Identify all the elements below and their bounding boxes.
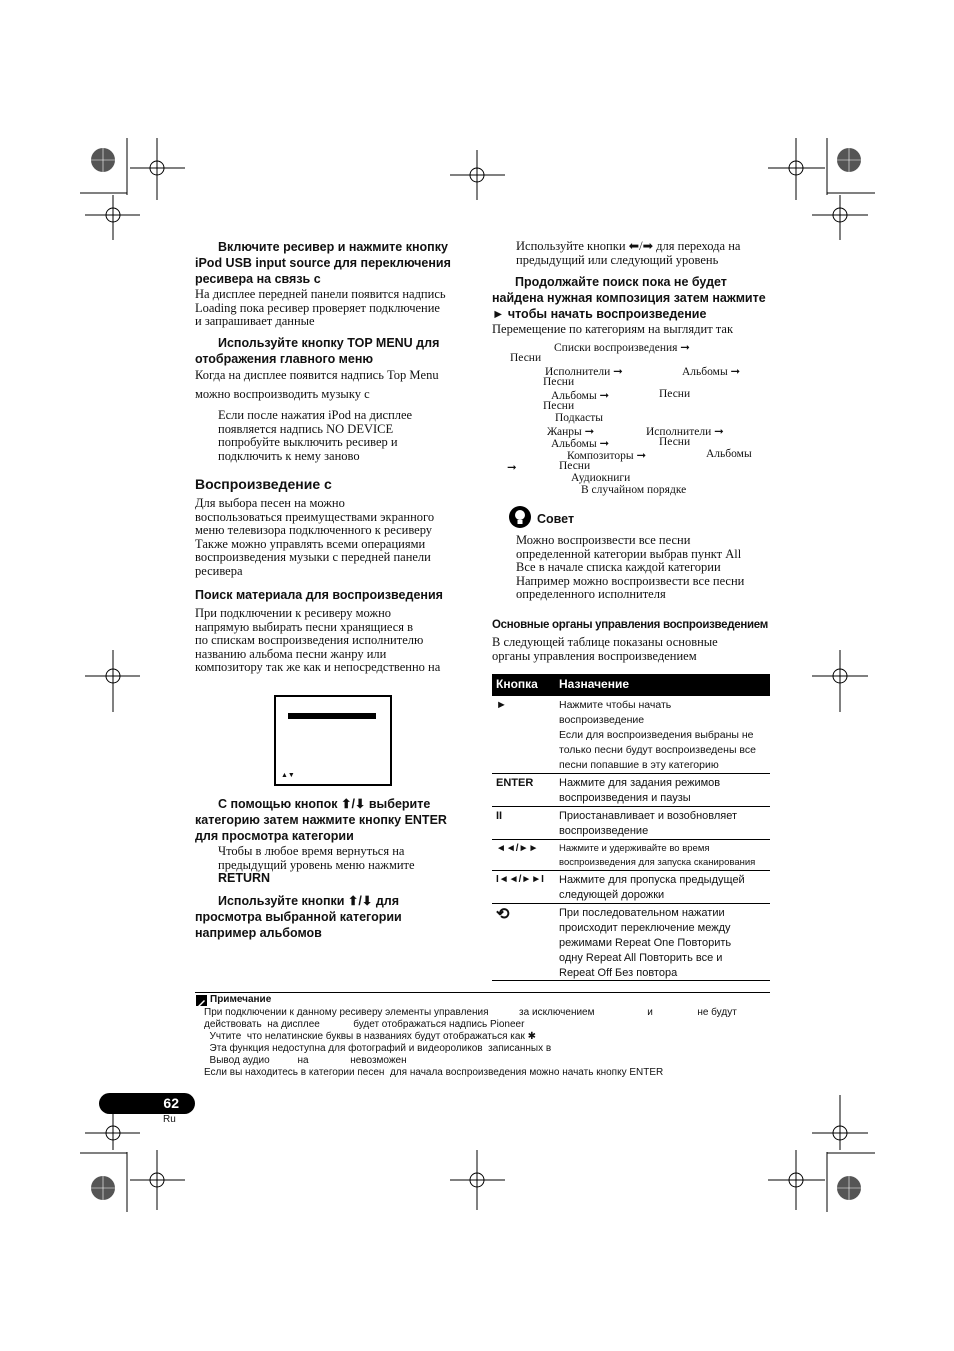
text-line: Если вы находитесь в категории песен для начала воспроизведения можно начать кнопку ENTER (204, 1067, 664, 1078)
paragraph-playback (195, 497, 475, 579)
text-line: Если после нажатия iPod на дисплее (218, 408, 413, 422)
row-description (559, 698, 769, 773)
menu-highlight-bar (288, 713, 376, 719)
text-line: Также можно управлять всеми операциями (195, 536, 426, 551)
paragraph-loading (195, 288, 475, 329)
text-line: Используйте кнопки ⬅/➡ для перехода на (516, 239, 741, 253)
category-item: Исполнители ➞ (646, 426, 724, 438)
category-item: Жанры ➞ (547, 426, 595, 438)
footnote-title: Примечание (210, 994, 272, 1005)
text-line: Когда на дисплее появится надпись Top Menu (195, 368, 439, 382)
text-line: композитору так же как и непосредственно на (195, 660, 441, 675)
text-line: Эта функция недоступна для фотографий и видеороликов записанных в (204, 1043, 552, 1054)
table-row (492, 807, 770, 840)
category-item: Песни (659, 388, 691, 400)
step1-line: Включите ресивер и нажмите кнопку (218, 240, 448, 254)
text-line: названию альбома песни жанру или (195, 646, 387, 661)
step2-line: Используйте кнопку TOP MENU для (218, 336, 440, 350)
category-item: Альбомы (706, 448, 752, 460)
text-line: следующей дорожки (559, 889, 665, 901)
table-row (492, 696, 770, 774)
column-header-button: Кнопка (496, 677, 538, 691)
text-line: предыдущий или следующий уровень (516, 252, 719, 267)
step3-line: для просмотра категории (195, 829, 354, 843)
step5-line: ► чтобы начать воспроизведение (492, 307, 707, 321)
text-line: Loading пока ресивер проверяет подключение (195, 300, 440, 315)
paragraph-navigate (516, 240, 771, 267)
text-line: появляется надпись NO DEVICE (218, 421, 394, 436)
category-item: Альбомы ➞ (551, 438, 610, 450)
category-item: Альбомы ➞ (682, 366, 741, 378)
text-line: попробуйте выключить ресивер и (218, 435, 398, 450)
note-icon (196, 995, 207, 1006)
text-line: Вывод аудио на невозможен (204, 1055, 407, 1066)
text-line: При подключении к данному ресиверу элементы управления за исключением и не будут (204, 1007, 737, 1018)
text-line: режимами Repeat One Повторить (559, 937, 732, 949)
category-item: Аудиокниги (571, 472, 631, 484)
step5 (492, 274, 772, 322)
text-line: воспользоваться преимуществами экранного (195, 509, 435, 524)
text-line: предыдущий уровень меню нажмите (218, 857, 415, 872)
table-row (492, 840, 770, 871)
step4-line: например альбомов (195, 926, 322, 940)
category-item: Песни (559, 460, 591, 472)
text-line: Нажмите чтобы начать (559, 699, 672, 711)
text-line: воспроизведение (559, 714, 645, 726)
step1-line: ресивера на связь с (195, 272, 321, 286)
footnote-body (204, 1007, 774, 1079)
tv-screen-illustration (274, 695, 392, 786)
heading-controls: Основные органы управления воспроизведением (492, 619, 768, 631)
text-line: Например можно воспроизвести все песни (516, 573, 745, 588)
paragraph-search (195, 607, 475, 675)
text-line: только песни будут воспроизведены все (559, 744, 756, 756)
text-line: воспроизведения и паузы (559, 792, 691, 804)
text-line: по спискам воспроизведения исполнителю (195, 633, 424, 648)
paragraph-categories: Перемещение по категориям на выглядит так (492, 322, 734, 336)
category-item: Композиторы ➞ (567, 450, 647, 462)
text-line: напрямую выбирать песни хранящиеся в (195, 619, 414, 634)
step1 (195, 239, 470, 287)
text-line: воспроизведения для запуска сканирования (559, 857, 756, 868)
scroll-arrows-icon: ▲▼ (281, 772, 295, 779)
category-item: В случайном порядке (581, 484, 687, 496)
arrow-icon: ➞ (507, 462, 517, 474)
text-line: происходит переключение между (559, 922, 731, 934)
text-line: Нажмите для пропуска предыдущей (559, 874, 745, 886)
text-line: Можно воспроизвести все песни (516, 533, 691, 547)
row-description (559, 873, 769, 903)
repeat-icon: ⟲ (496, 906, 510, 923)
pause-key: II (496, 810, 503, 822)
text-line: Repeat Off Без повтора (559, 967, 678, 979)
text-line: действовать на дисплее будет отображаться надпись Pioneer (204, 1019, 525, 1030)
category-item: Подкасты (555, 412, 603, 424)
step1-line: iPod USB input source для переключения (195, 256, 451, 270)
text-line: Нажмите для задания режимов (559, 777, 721, 789)
enter-key: ENTER (496, 777, 534, 789)
play-key: ► (496, 699, 507, 711)
text-line: определенной категории выбрав пункт All (516, 546, 742, 561)
text-line: песни попавшие в эту категорию (559, 759, 719, 771)
heading-search: Поиск материала для воспроизведения (195, 588, 443, 602)
page-language: Ru (163, 1114, 176, 1125)
text-line: меню телевизора подключенного к ресиверу (195, 523, 433, 538)
text-line: Учтите что нелатинские буквы в названиях будут отображаться как ✱ (204, 1031, 536, 1042)
row-description (559, 842, 769, 870)
text-line: Если для воспроизведения выбраны не (559, 729, 754, 741)
paragraph-controls (492, 636, 772, 663)
row-description (559, 809, 769, 839)
text-line: Чтобы в любое время вернуться на (218, 844, 405, 858)
step2 (195, 335, 470, 367)
tip-body (516, 534, 771, 602)
category-item: Исполнители ➞ (545, 366, 623, 378)
text-line: одну Repeat All Повторить все и (559, 952, 723, 964)
step3 (195, 796, 470, 844)
step2-line: отображения главного меню (195, 352, 374, 366)
skip-key: I◄◄/►►I (496, 874, 544, 885)
note-return (218, 845, 473, 886)
table-row (492, 774, 770, 807)
category-item: Песни (659, 436, 691, 448)
row-description (559, 776, 769, 806)
text-line: При последовательном нажатии (559, 907, 725, 919)
text-line: подключить к нему заново (218, 448, 360, 463)
text-line: можно воспроизводить музыку с (195, 386, 370, 401)
note-no-device (218, 409, 473, 463)
paragraph-topmenu (195, 369, 475, 401)
table-header (492, 674, 770, 696)
rewind-forward-key: ◄◄/►► (496, 843, 539, 854)
category-item: Песни (510, 352, 542, 364)
category-item: Списки воспроизведения ➞ (554, 342, 690, 354)
column-header-function: Назначение (559, 677, 630, 691)
category-item: Песни (543, 400, 575, 412)
text-line: воспроизведения музыки с передней панели (195, 550, 431, 565)
text-line: RETURN (218, 871, 271, 886)
text-line: Нажмите и удерживайте во время (559, 843, 710, 854)
text-line: органы управления воспроизведением (492, 648, 697, 663)
category-item: Альбомы ➞ (551, 390, 610, 402)
row-description (559, 906, 769, 981)
tip-icon (508, 505, 532, 529)
text-line: Все в начале списка каждой категории (516, 560, 721, 575)
text-line: ресивера (195, 563, 243, 578)
text-line: определенного исполнителя (516, 587, 666, 602)
text-line: воспроизведение (559, 825, 649, 837)
category-item: Песни (543, 376, 575, 388)
step3-line: С помощью кнопок ⬆/⬇ выберите (218, 797, 431, 811)
page-number: 62 (163, 1095, 179, 1111)
text-line: Приостанавливает и возобновляет (559, 810, 738, 822)
footnote-rule (195, 992, 770, 993)
text-line: На дисплее передней панели появится надпись (195, 287, 446, 301)
text-line: Для выбора песен на можно (195, 496, 345, 510)
table-row (492, 904, 770, 981)
step4-line: Используйте кнопки ⬆/⬇ для (218, 894, 399, 908)
page-number-badge (99, 1093, 195, 1114)
step3-line: категорию затем нажмите кнопку ENTER (195, 813, 447, 827)
table-row (492, 871, 770, 904)
text-line: и запрашивает данные (195, 314, 315, 329)
step5-line: найдена нужная композиция затем нажмите (492, 291, 766, 305)
step4 (195, 893, 470, 941)
tip-title: Совет (537, 512, 575, 526)
step4-line: просмотра выбранной категории (195, 910, 402, 924)
text-line: В следующей таблице показаны основные (492, 635, 718, 649)
heading-playback: Воспроизведение с (195, 476, 332, 492)
step5-line: Продолжайте поиск пока не будет (515, 275, 727, 289)
text-line: При подключении к ресиверу можно (195, 606, 392, 620)
